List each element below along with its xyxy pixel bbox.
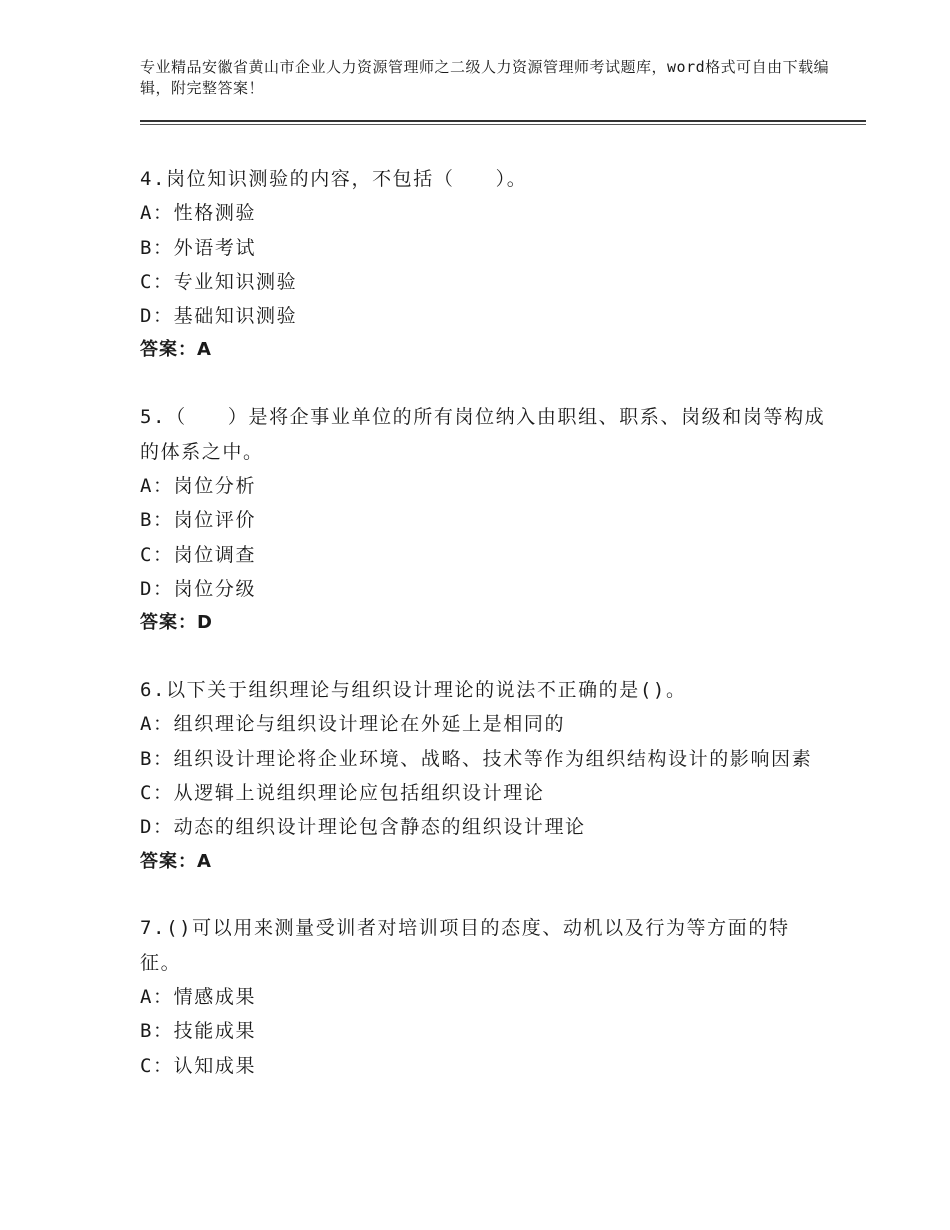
option-d: D：岗位分级: [140, 577, 257, 600]
option-d: D：动态的组织设计理论包含静态的组织设计理论: [140, 816, 586, 839]
option-b: B：岗位评价: [140, 509, 257, 532]
question-6: [140, 673, 830, 879]
header-divider: [140, 120, 866, 126]
option-c: C：岗位调查: [140, 543, 257, 566]
question-stem: 6.以下关于组织理论与组织设计理论的说法不正确的是()。: [140, 679, 687, 702]
question-list: [140, 162, 830, 1116]
option-a: A：性格测验: [140, 202, 257, 225]
header-divider-thick: [140, 120, 866, 122]
option-b: B：组织设计理论将企业环境、战略、技术等作为组织结构设计的影响因素: [140, 747, 813, 770]
question-4: [140, 162, 830, 368]
answer-label: 答案：A: [140, 339, 212, 361]
question-stem: 4.岗位知识测验的内容，不包括（ ）。: [140, 168, 528, 190]
option-d: D：基础知识测验: [140, 305, 298, 328]
answer-label: 答案：D: [140, 612, 213, 634]
option-a: A：组织理论与组织设计理论在外延上是相同的: [140, 713, 566, 736]
option-b: B：技能成果: [140, 1020, 257, 1043]
option-c: C：认知成果: [140, 1054, 257, 1077]
option-c: C：从逻辑上说组织理论应包括组织设计理论: [140, 781, 545, 804]
option-a: A：情感成果: [140, 986, 257, 1009]
question-5: [140, 400, 830, 640]
option-c: C：专业知识测验: [140, 270, 298, 293]
option-b: B：外语考试: [140, 236, 257, 259]
question-stem: 5.（ ）是将企事业单位的所有岗位纳入由职组、职系、岗级和岗等构成的体系之中。: [140, 406, 826, 463]
document-header: 专业精品安徽省黄山市企业人力资源管理师之二级人力资源管理师考试题库，word格式可自由下载编辑，附完整答案！: [140, 58, 830, 97]
option-a: A：岗位分析: [140, 474, 257, 497]
question-7: [140, 911, 830, 1082]
answer-label: 答案：A: [140, 850, 212, 872]
header-divider-thin: [140, 124, 866, 125]
question-stem: 7.()可以用来测量受训者对培训项目的态度、动机以及行为等方面的特征。: [140, 917, 790, 974]
